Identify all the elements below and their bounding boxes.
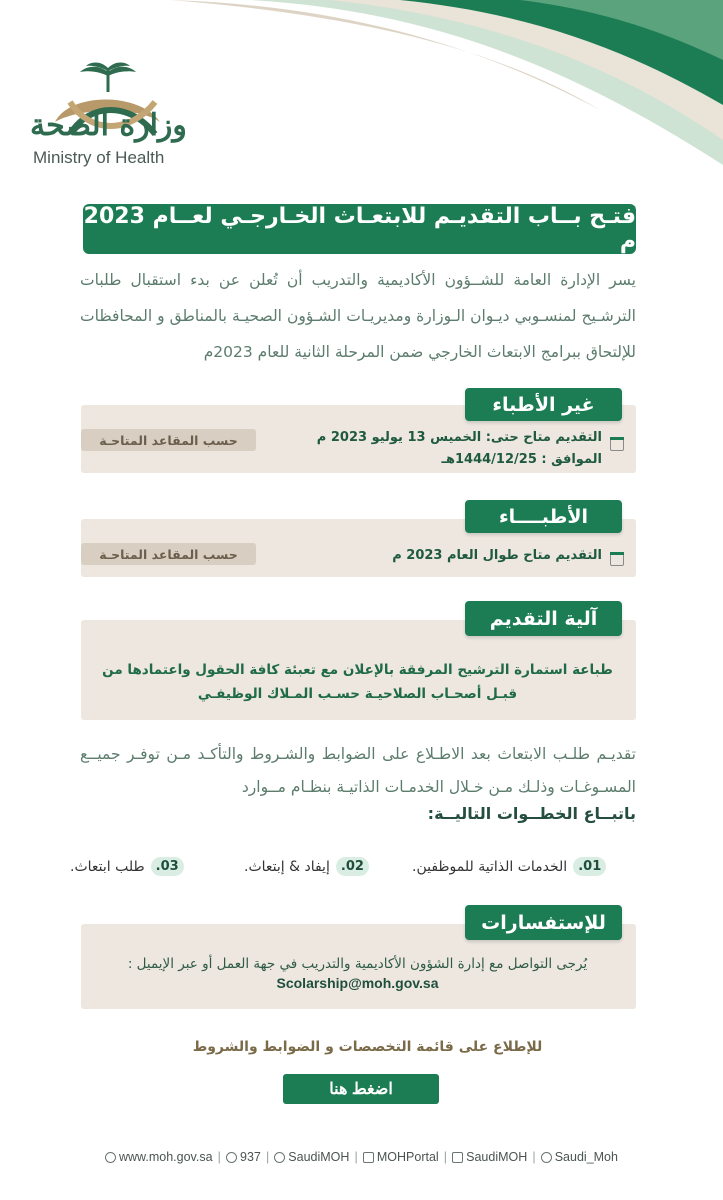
follow-steps-heading: باتبــاع الخطــوات التاليــة: — [427, 804, 636, 823]
step-number: 01. — [573, 857, 606, 876]
page-title: فتـح بــاب التقديـم للابتعـاث الخـارجـي لعــام 2023 م — [83, 204, 636, 254]
step-number: 02. — [336, 857, 369, 876]
mechanism-tag: آلية التقديم — [465, 601, 622, 636]
twitter-icon — [274, 1152, 285, 1163]
available-seats-badge: حسب المقاعد المتاحـة — [81, 543, 256, 565]
step-item — [70, 857, 184, 876]
step-item — [412, 857, 606, 876]
non-doctors-hijri-date: الموافق : 1444/12/25هـ — [441, 452, 602, 467]
step-label: إيفاد & إبتعاث. — [244, 858, 330, 875]
intro-paragraph: يسر الإدارة العامة للشــؤون الأكاديمية والتدريب أن تُعلن عن بدء استقبال طلبات الترشـيح لمنسـوبي ديـوان الـوزارة ومديريـات الشـؤون الصحيـة بالمناطق و المحافظات للإلتحاق ببرامج الابتعاث الخارجي ضمن المرحلة الثانية للعام 2023م — [80, 271, 636, 361]
footer-website[interactable]: www.moh.gov.sa — [105, 1150, 213, 1164]
step-item — [244, 857, 369, 876]
footer-youtube[interactable]: MOHPortal — [363, 1150, 439, 1164]
footer-phone[interactable]: 937 — [226, 1150, 261, 1164]
doctors-availability: التقديم متاح طوال العام 2023 م — [392, 548, 602, 563]
inquiries-text: يُرجى التواصل مع إدارة الشؤون الأكاديمية والتدريب في جهة العمل أو عبر الإيميل : — [127, 956, 588, 972]
youtube-icon — [363, 1152, 374, 1163]
step-label: الخدمات الذاتية للموظفين. — [412, 858, 568, 875]
available-seats-badge: حسب المقاعد المتاحـة — [81, 429, 256, 451]
inquiries-tag: للإستفسارات — [465, 905, 622, 940]
instagram-icon — [452, 1152, 463, 1163]
inquiries-email-link[interactable]: Scolarship@moh.gov.sa — [276, 975, 439, 991]
footer-instagram[interactable]: SaudiMOH — [452, 1150, 527, 1164]
mechanism-text: طباعة استمارة الترشيح المرفقة بالإعلان مع تعبئة كافة الحقول واعتمادها من قبـل أصحـاب الصلاحيـة حسـب المـلاك الوظيفـي — [102, 662, 613, 702]
globe-icon — [105, 1152, 116, 1163]
snapchat-icon — [541, 1152, 552, 1163]
logo-arabic-text: وزارة الصحة — [30, 108, 187, 143]
step-label: طلب ابتعاث. — [70, 858, 145, 875]
phone-icon — [226, 1152, 237, 1163]
step-number: 03. — [151, 857, 184, 876]
calendar-icon — [610, 437, 624, 451]
calendar-icon — [610, 552, 624, 566]
logo-english-text: Ministry of Health — [33, 148, 165, 167]
footer-twitter[interactable]: SaudiMOH — [274, 1150, 349, 1164]
application-paragraph: تقديـم طلـب الابتعاث بعد الاطـلاع على الضوابط والشـروط والتأكـد مـن توفـر جميــع المسـوغـات وذلـك مـن خـلال الخدمـات الذاتيـة بنظـام مــوارد — [80, 745, 636, 796]
non-doctors-tag: غير الأطباء — [465, 388, 622, 421]
footer-snapchat[interactable]: Saudi_Moh — [541, 1150, 618, 1164]
footer-social-bar: www.moh.gov.sa | 937 | SaudiMOH | MOHPortal | SaudiMOH | Saudi_Moh — [105, 1150, 618, 1164]
non-doctors-deadline: التقديم متاح حتى: الخميس 13 يوليو 2023 م — [316, 430, 602, 445]
doctors-tag: الأطبــــاء — [465, 500, 622, 533]
click-here-button[interactable]: اضغط هنا — [283, 1074, 439, 1104]
specialties-link-text: للإطلاع على قائمة التخصصات و الضوابط والشروط — [192, 1039, 543, 1055]
